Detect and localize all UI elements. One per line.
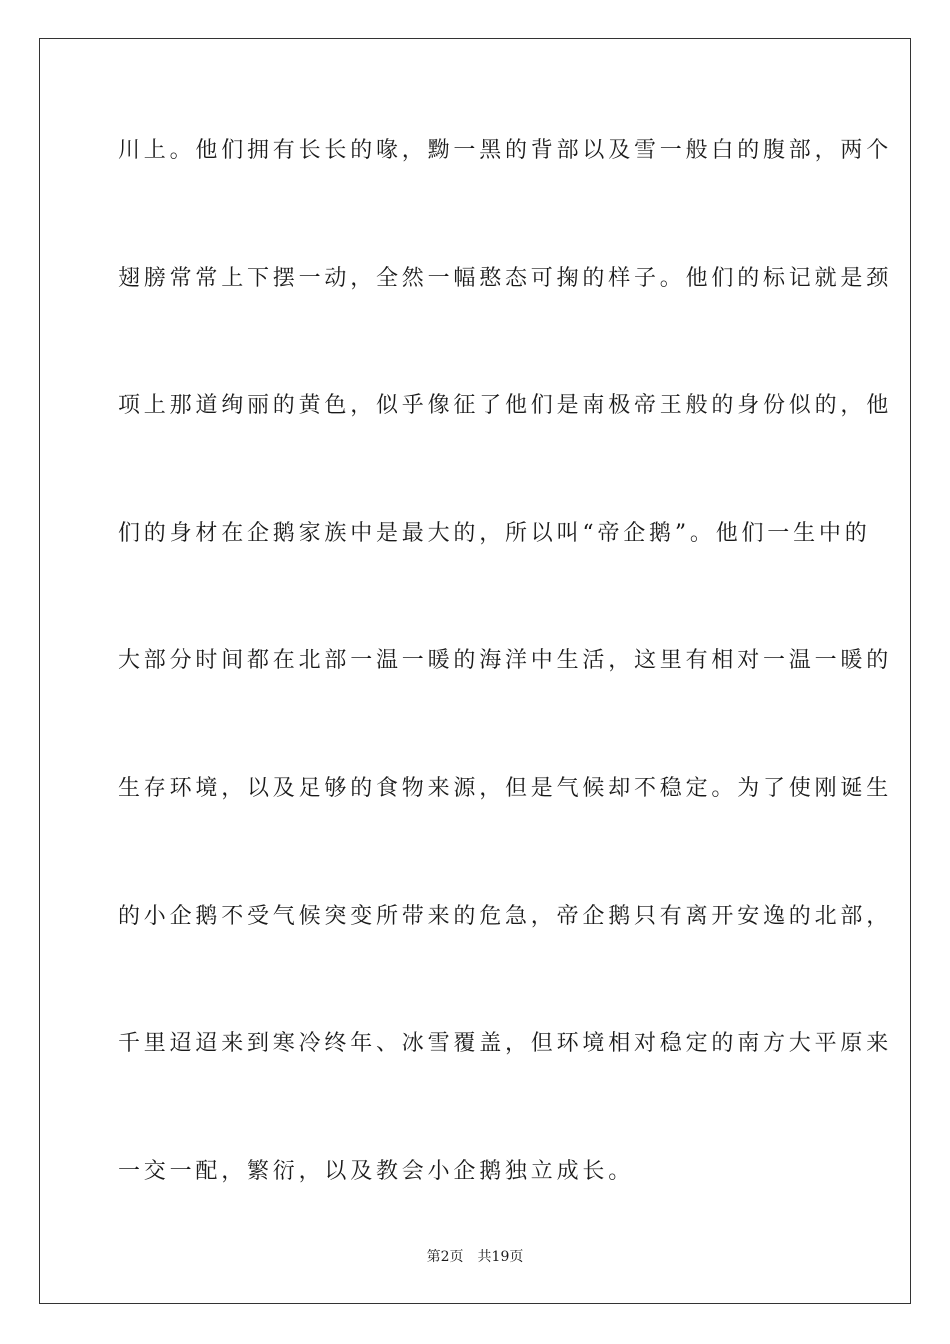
text-line: 一交一配，繁衍，以及教会小企鹅独立成长。 — [118, 1158, 635, 1184]
text-line: 千里迢迢来到寒冷终年、冰雪覆盖，但环境相对稳定的南方大平原来 — [118, 1031, 893, 1057]
text-line: 项上那道绚丽的黄色，似乎像征了他们是南极帝王般的身份似的，他 — [118, 393, 893, 419]
text-line: 生存环境，以及足够的食物来源，但是气候却不稳定。为了使刚诞生 — [118, 775, 893, 801]
text-line: 翅膀常常上下摆一动，全然一幅憨态可掬的样子。他们的标记就是颈 — [118, 265, 893, 291]
text-line: 川上。他们拥有长长的喙，黝一黑的背部以及雪一般白的腹部，两个 — [118, 138, 893, 163]
page-footer — [0, 1246, 950, 1266]
text-line: 们的身材在企鹅家族中是最大的，所以叫“帝企鹅”。他们一生中的 — [118, 520, 871, 546]
text-line: 的小企鹅不受气候突变所带来的危急，帝企鹅只有离开安逸的北部， — [118, 903, 893, 929]
document-body — [118, 128, 893, 1276]
page-number: 第2页 — [426, 1249, 464, 1265]
text-line: 大部分时间都在北部一温一暖的海洋中生活，这里有相对一温一暖的 — [118, 648, 893, 674]
total-pages: 共19页 — [477, 1249, 524, 1265]
